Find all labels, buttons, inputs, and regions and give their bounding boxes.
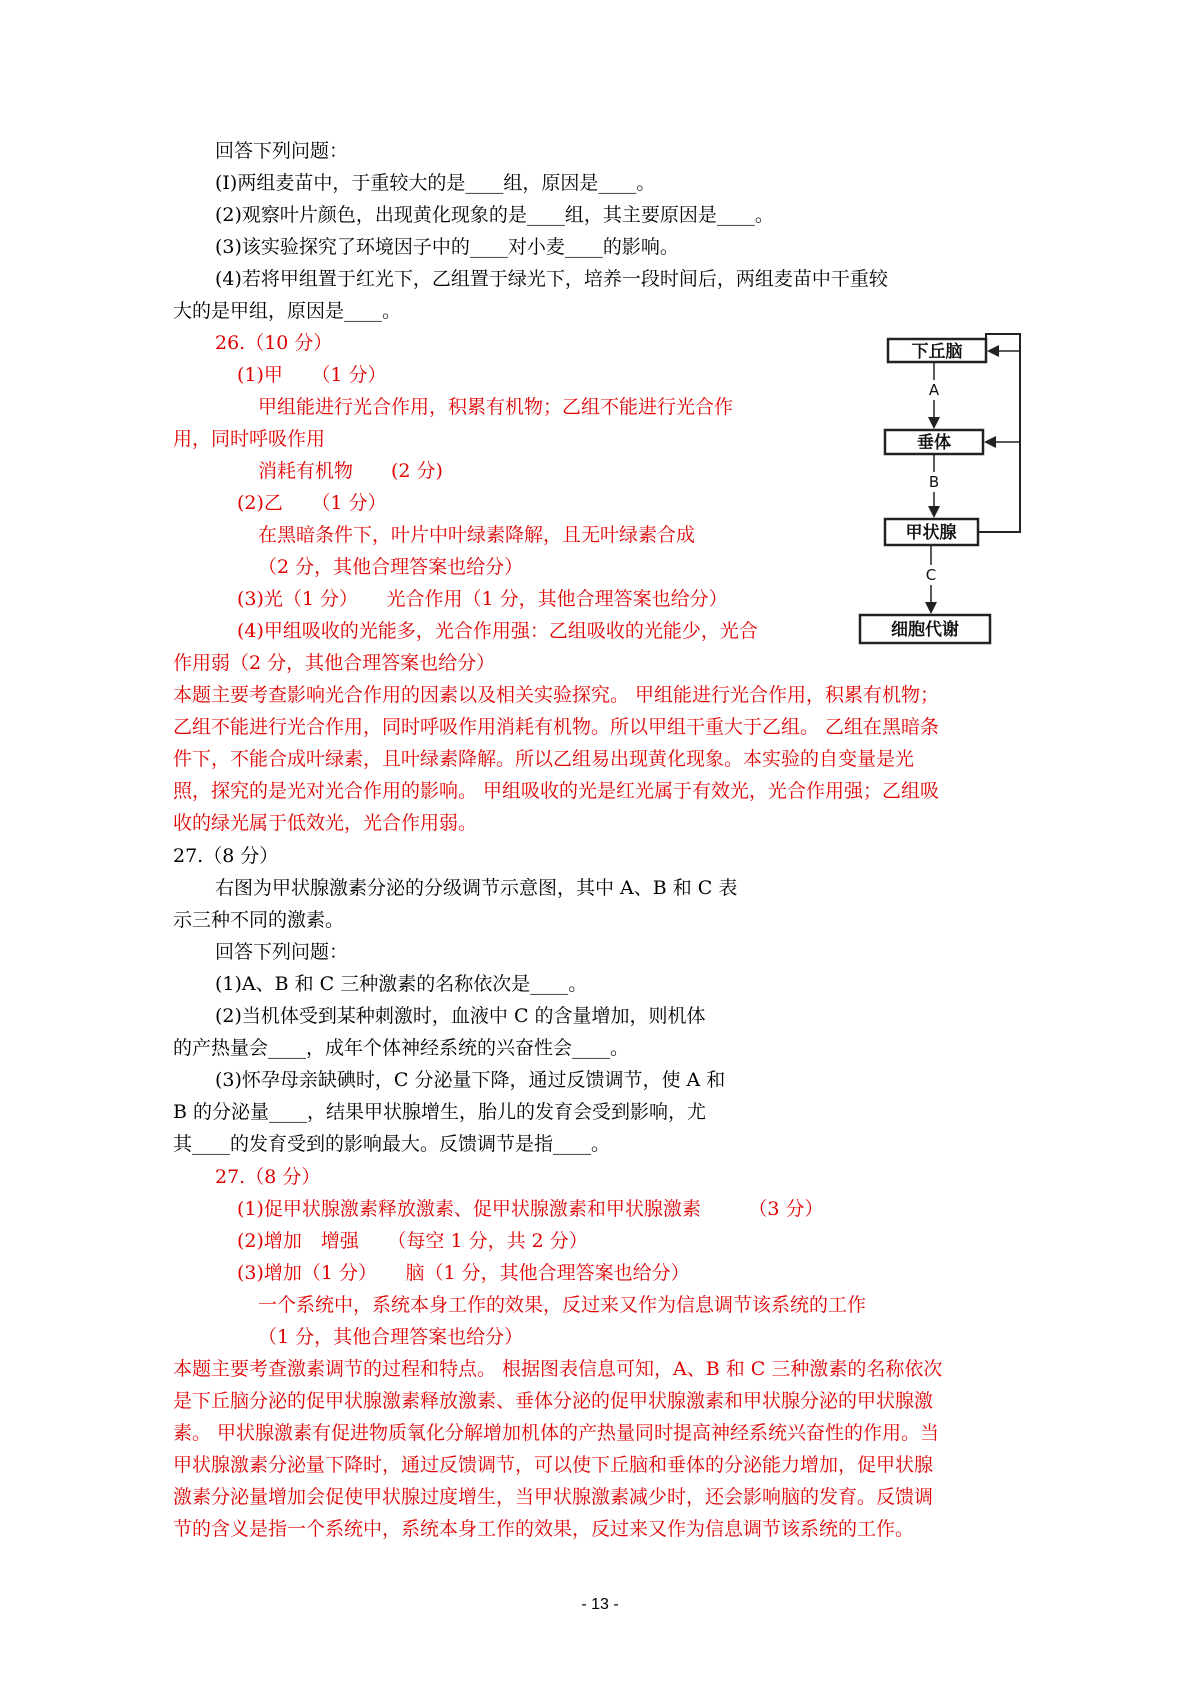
q25-question-4-line1: (4)若将甲组置于红光下，乙组置于绿光下，培养一段时间后，两组麦苗中干重较 [215, 268, 888, 290]
ans27-answer-3-definition: 一个系统中，系统本身工作的效果，反过来又作为信息调节该系统的工作 [258, 1294, 867, 1316]
ans26-answer-2: (2)乙 （1 分） [237, 492, 387, 514]
q25-question-3: (3)该实验探究了环境因子中的____对小麦____的影响。 [215, 236, 679, 258]
ans27-answer-3: (3)增加（1 分） 脑（1 分，其他合理答案也给分） [237, 1262, 690, 1284]
q27-intro-line1: 右图为甲状腺激素分泌的分级调节示意图，其中 A、B 和 C 表 [215, 877, 738, 899]
q25-question-1: (I)两组麦苗中，于重较大的是____组，原因是____。 [215, 172, 656, 194]
q27-heading: 27.（8 分） [173, 845, 279, 867]
ans27-heading: 27.（8 分） [215, 1166, 321, 1188]
ans27-explanation-line5: 激素分泌量增加会促使甲状腺过度增生，当甲状腺激素减少时，还会影响脑的发育。反馈调 [173, 1486, 934, 1508]
ans27-answer-1: (1)促甲状腺激素释放激素、促甲状腺激素和甲状腺激素 （3 分） [237, 1198, 824, 1220]
ans27-explanation-line6: 节的含义是指一个系统中，系统本身工作的效果，反过来又作为信息调节该系统的工作。 [173, 1518, 915, 1540]
ans26-answer-2-reason: 在黑暗条件下，叶片中叶绿素降解，且无叶绿素合成 [258, 524, 696, 546]
q25-question-4-line2: 大的是甲组，原因是____。 [173, 300, 402, 322]
ans27-explanation-line2: 是下丘脑分泌的促甲状腺激素释放激素、垂体分泌的促甲状腺激素和甲状腺分泌的甲状腺激 [173, 1390, 934, 1412]
ans26-answer-1: (1)甲 （1 分） [237, 364, 387, 386]
diagram-box-cell-metabolism-label: 细胞代谢 [891, 620, 959, 640]
q27-question-3-line3: 其____的发育受到的影响最大。反馈调节是指____。 [173, 1133, 611, 1155]
ans26-answer-3: (3)光（1 分） 光合作用（1 分，其他合理答案也给分） [237, 588, 728, 610]
thyroid-regulation-diagram [850, 330, 1030, 650]
ans27-answer-3-score: （1 分，其他合理答案也给分） [258, 1326, 524, 1348]
diagram-label-c: C [925, 566, 937, 584]
diagram-box-hypothalamus-label: 下丘脑 [911, 342, 963, 362]
page-number: - 13 - [581, 1596, 619, 1613]
q27-question-2-line1: (2)当机体受到某种刺激时，血液中 C 的含量增加，则机体 [215, 1005, 706, 1027]
ans26-answer-1-reason-cont: 用，同时呼吸作用 [173, 428, 326, 450]
q25-intro: 回答下列问题： [215, 140, 349, 162]
ans26-explanation-line5: 收的绿光属于低效光，光合作用弱。 [173, 812, 478, 834]
q27-intro-line3: 回答下列问题： [215, 941, 349, 963]
ans27-answer-2: (2)增加 增强 （每空 1 分，共 2 分） [237, 1230, 588, 1252]
q27-intro-line2: 示三种不同的激素。 [173, 909, 345, 931]
ans26-answer-4-line1: (4)甲组吸收的光能多，光合作用强：乙组吸收的光能少，光合 [237, 620, 758, 642]
q27-question-3-line2: B 的分泌量____，结果甲状腺增生，胎儿的发育会受到影响，尤 [173, 1101, 707, 1123]
q27-question-2-line2: 的产热量会____，成年个体神经系统的兴奋性会____。 [173, 1037, 630, 1059]
ans27-explanation-line3: 素。 甲状腺激素有促进物质氧化分解增加机体的产热量同时提高神经系统兴奋性的作用。当 [173, 1422, 940, 1444]
q27-question-3-line1: (3)怀孕母亲缺碘时，C 分泌量下降，通过反馈调节，使 A 和 [215, 1069, 726, 1091]
ans27-explanation-line4: 甲状腺激素分泌量下降时，通过反馈调节，可以使下丘脑和垂体的分泌能力增加，促甲状腺 [173, 1454, 934, 1476]
ans26-heading: 26.（10 分） [215, 332, 333, 354]
diagram-label-b: B [928, 473, 940, 491]
ans26-answer-2-score: （2 分，其他合理答案也给分） [258, 556, 524, 578]
ans26-explanation-line2: 乙组不能进行光合作用，同时呼吸作用消耗有机物。所以甲组干重大于乙组。 乙组在黑暗条 [173, 716, 940, 738]
q25-question-2: (2)观察叶片颜色，出现黄化现象的是____组，其主要原因是____。 [215, 204, 774, 226]
ans26-explanation-line1: 本题主要考查影响光合作用的因素以及相关实验探究。 甲组能进行光合作用，积累有机物； [173, 684, 940, 706]
q27-question-1: (1)A、B 和 C 三种激素的名称依次是____。 [215, 973, 588, 995]
ans26-answer-1-reason: 甲组能进行光合作用，积累有机物；乙组不能进行光合作 [258, 396, 734, 418]
diagram-box-pituitary-label: 垂体 [917, 433, 951, 453]
diagram-label-a: A [928, 381, 940, 399]
ans26-explanation-line4: 照，探究的是光对光合作用的影响。 甲组吸收的光是红光属于有效光，光合作用强；乙组吸 [173, 780, 940, 802]
ans26-answer-4-line2: 作用弱（2 分，其他合理答案也给分） [173, 652, 496, 674]
diagram-box-thyroid-label: 甲状腺 [905, 523, 957, 543]
ans27-explanation-line1: 本题主要考查激素调节的过程和特点。 根据图表信息可知，A、B 和 C 三种激素的名称依次 [173, 1358, 943, 1380]
ans26-explanation-line3: 件下，不能合成叶绿素，且叶绿素降解。所以乙组易出现黄化现象。本实验的自变量是光 [173, 748, 915, 770]
ans26-answer-1-reason-end: 消耗有机物 (2 分) [258, 460, 443, 482]
